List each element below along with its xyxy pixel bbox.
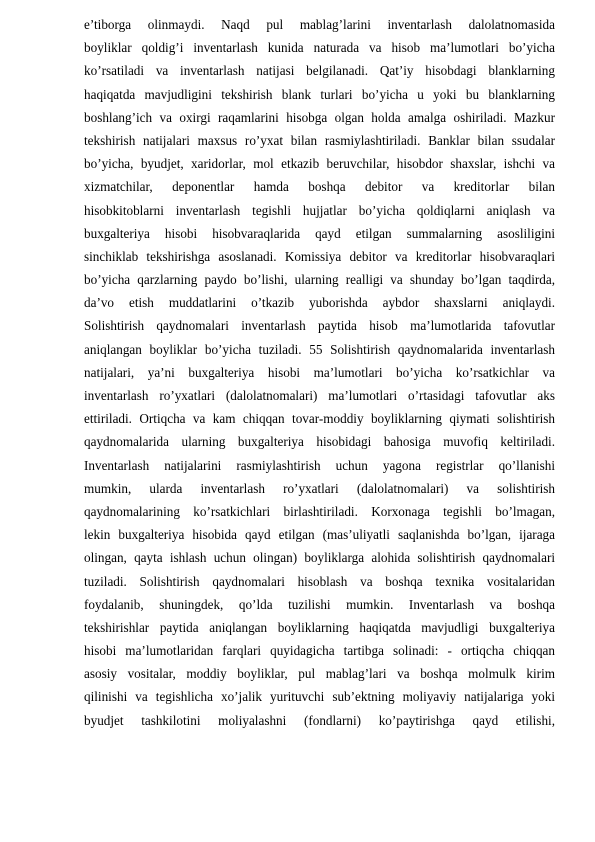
- text-line: tuziladi. Solishtirish qaydnomalari hisoblash va boshqa texnika vositalaridan: [84, 573, 555, 589]
- text-line: tekshirishlar paytida aniqlangan boyliklarning haqiqatda mavjudligi buxgalteriya: [84, 619, 555, 635]
- text-line: ko’rsatiladi va inventarlash natijasi belgilanadi. Qat’iy hisobdagi blanklarning: [84, 63, 555, 79]
- text-line: natijalari, ya’ni buxgalteriya hisobi ma’lumotlari bo’yicha ko’rsatkichlar va: [84, 364, 555, 380]
- text-line: da’vo etish muddatlarini o’tkazib yuborishda aybdor shaxslarni aniqlaydi.: [84, 295, 555, 311]
- text-line: buxgalteriya hisobi hisobvaraqlarida qayd etilgan summalarning asosliligini: [84, 225, 555, 241]
- text-line: olingan, qayta ishlash uchun olingan) boyliklarga alohida solishtirish qaydnomalari: [84, 550, 555, 566]
- text-line: Solishtirish qaydnomalari inventarlash paytida hisob ma’lumotlarida tafovutlar: [84, 318, 555, 334]
- text-line: byudjet tashkilotini moliyalashni (fondlarni) ko’paytirishga qayd etilishi,: [84, 712, 555, 728]
- text-line: inventarlash ro’yxatlari (dalolatnomalari) ma’lumotlari o’rtasidagi tafovutlar aks: [84, 388, 555, 403]
- text-line: xizmatchilar, deponentlar hamda boshqa debitor va kreditorlar bilan: [84, 179, 555, 195]
- text-line: tekshirish natijalari maxsus ro’yxat bilan rasmiylashtiriladi. Banklar bilan ssudalar: [84, 132, 555, 148]
- text-line: sinchiklab tekshirishga asoslanadi. Komissiya debitor va kreditorlar hisobvaraqlari: [84, 248, 555, 264]
- text-line: e’tiborga olinmaydi. Naqd pul mablag’larini inventarlash dalolatnomasida: [84, 17, 555, 32]
- text-line: asosiy vositalar, moddiy boyliklar, pul mablag’lari va boshqa molmulk kirim: [84, 666, 555, 682]
- text-line: qaydnomalarida ularning buxgalteriya hisobidagi bahosiga muvofiq keltiriladi.: [84, 434, 555, 450]
- text-line: foydalanib, shuningdek, qo’lda tuzilishi mumkin. Inventarlash va boshqa: [84, 596, 555, 612]
- text-line: qilinishi va tegishlicha xo’jalik yurituvchi sub’ektning moliyaviy natijalariga yoki: [84, 689, 555, 705]
- text-line: lekin buxgalteriya hisobida qayd etilgan (mas’uliyatli saqlanishda bo’lgan, ijaraga: [84, 527, 555, 543]
- text-line: aniqlangan boyliklar bo’yicha tuziladi. 55 Solishtirish qaydnomalarida inventarlash: [84, 341, 555, 357]
- text-line: boyliklar qoldig’i inventarlash kunida naturada va hisob ma’lumotlari bo’yicha: [84, 40, 555, 56]
- text-line: bo’yicha, byudjet, xaridorlar, mol etkazib beruvchilar, hisobdor shaxslar, ishchi va: [84, 156, 555, 172]
- text-line: bo’yicha qarzlarning paydo bo’lishi, ularning realligi va shunday bo’lgan taqdirda,: [84, 272, 555, 288]
- text-line: mumkin, ularda inventarlash ro’yxatlari (dalolatnomalari) va solishtirish: [84, 480, 555, 496]
- text-line: Inventarlash natijalarini rasmiylashtirish uchun yagona registrlar qo’llanishi: [84, 457, 555, 473]
- text-line: hisobkitoblarni inventarlash tegishli hujjatlar bo’yicha qoldiqlarni aniqlash va: [84, 202, 555, 218]
- text-line: haqiqatda mavjudligini tekshirish blank turlari bo’yicha u yoki bu blanklarning: [84, 86, 555, 102]
- text-line: ettiriladi. Ortiqcha va kam chiqqan tovar-moddiy boyliklarning qiymati solishtirish: [84, 411, 555, 427]
- body-text: [84, 13, 555, 732]
- text-line: qaydnomalarining ko’rsatkichlari birlashtiriladi. Korxonaga tegishli bo’lmagan,: [84, 503, 555, 519]
- text-line: hisobi ma’lumotlaridan farqlari quyidagicha tartibga solinadi: - ortiqcha chiqqan: [84, 643, 555, 659]
- text-line: boshlang’ich va oxirgi raqamlarini hisobga olgan holda amalga oshiriladi. Mazkur: [84, 109, 555, 125]
